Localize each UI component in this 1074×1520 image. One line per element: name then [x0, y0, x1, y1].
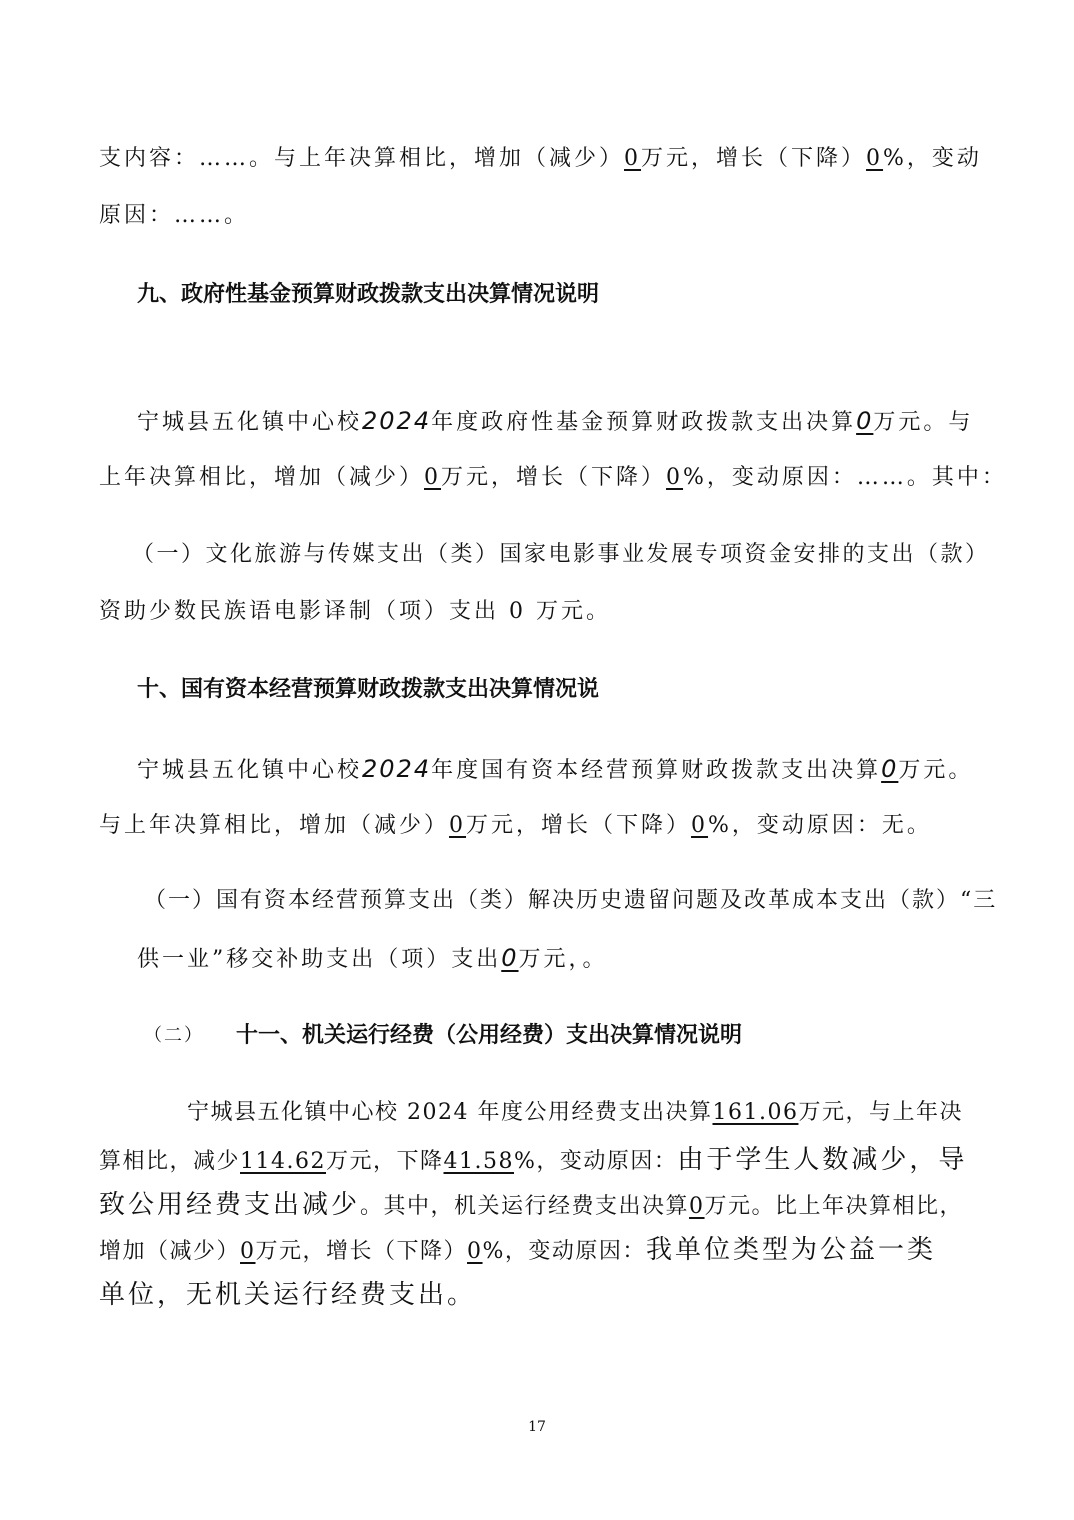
underlined-value: 0: [424, 465, 442, 490]
text: 。其中，机关运行经费支出决算: [360, 1194, 690, 1219]
underlined-value: 41.58: [443, 1149, 514, 1174]
underlined-value: 0: [501, 944, 519, 972]
paragraph-line: [99, 1190, 963, 1222]
paragraph-line: （一）国有资本经营预算支出（类）解决历史遗留问题及改革成本支出（款）“三: [144, 888, 998, 913]
text: 上年决算相比，增加（减少）: [99, 465, 425, 490]
text: 与上年决算相比，增加（减少）: [99, 813, 450, 838]
text: %，变动原因：: [514, 1149, 678, 1174]
paragraph-line: [99, 144, 982, 174]
text: 宁城县五化镇中心校: [137, 758, 363, 783]
text: 年度政府性基金预算财政拨款支出决算: [431, 410, 857, 435]
paragraph-line: 资助少数民族语电影译制（项）支出 0 万元。: [99, 599, 611, 624]
text: 增加（减少）: [99, 1239, 241, 1264]
text: %，变动原因：……。其中：: [683, 465, 1007, 490]
text: 万元，。: [518, 947, 608, 972]
text: 万元，增长（下降）: [641, 146, 867, 171]
underlined-value: 0: [467, 1239, 483, 1264]
text: 万元。比上年决算相比，: [704, 1194, 964, 1219]
underlined-value: 114.62: [240, 1149, 326, 1174]
underlined-value: 0: [691, 813, 709, 838]
text: 宁城县五化镇中心校 2024 年度公用经费支出决算: [187, 1100, 713, 1125]
text: %，变动: [883, 146, 982, 171]
paragraph-line: [99, 463, 1007, 493]
year-value: 2024: [362, 407, 432, 435]
paragraph-line: [99, 1235, 936, 1267]
paragraph-line: [99, 1145, 967, 1177]
section-heading-11: 十一、机关运行经费（公用经费）支出决算情况说明: [236, 1023, 743, 1048]
page-number: 17: [528, 1419, 546, 1435]
text: %，变动原因：无。: [708, 813, 932, 838]
text: 万元，增长（下降）: [466, 813, 692, 838]
paragraph-line: [99, 1280, 476, 1312]
text: 年度国有资本经营预算财政拨款支出决算: [431, 758, 882, 783]
underlined-value: 0: [666, 465, 684, 490]
text: 算相比，减少: [99, 1149, 241, 1174]
paragraph-line: [99, 811, 932, 841]
paragraph-line: [137, 754, 973, 786]
section-heading-10: 十、国有资本经营预算财政拨款支出决算情况说: [137, 677, 600, 702]
text: 万元，增长（下降）: [441, 465, 667, 490]
underlined-value: 0: [449, 813, 467, 838]
text: 万元。: [898, 758, 974, 783]
underlined-value: 0: [866, 146, 884, 171]
large-text: 由于学生人数减少，导: [677, 1145, 968, 1175]
underlined-value: 0: [624, 146, 642, 171]
text: 万元。与: [873, 410, 974, 435]
paragraph-line: [187, 1098, 963, 1128]
text: 万元，下降: [326, 1149, 444, 1174]
text: 支内容：……。与上年决算相比，增加（减少）: [99, 146, 625, 171]
paragraph-line: 原因：……。: [99, 203, 250, 228]
underlined-value: 0: [881, 755, 899, 783]
paragraph-line: [137, 406, 973, 438]
underlined-value: 161.06: [712, 1100, 799, 1125]
list-marker: （二）: [144, 1025, 204, 1046]
text: 万元，与上年决: [798, 1100, 963, 1125]
text: %，变动原因：: [482, 1239, 646, 1264]
text: 万元，增长（下降）: [255, 1239, 468, 1264]
paragraph-line: （一）文化旅游与传媒支出（类）国家电影事业发展专项资金安排的支出（款）: [132, 542, 990, 567]
section-heading-9: 九、政府性基金预算财政拨款支出决算情况说明: [137, 282, 600, 307]
large-text: 我单位类型为公益一类: [645, 1235, 936, 1265]
large-text: 致公用经费支出减少: [99, 1190, 361, 1220]
year-value: 2024: [362, 755, 432, 783]
underlined-value: 0: [856, 407, 874, 435]
text: 供一业”移交补助支出（项）支出: [137, 947, 502, 972]
underlined-value: 0: [689, 1194, 705, 1219]
underlined-value: 0: [240, 1239, 256, 1264]
large-text: 单位，无机关运行经费支出。: [99, 1280, 477, 1310]
paragraph-line: [137, 943, 608, 975]
text: 宁城县五化镇中心校: [137, 410, 363, 435]
